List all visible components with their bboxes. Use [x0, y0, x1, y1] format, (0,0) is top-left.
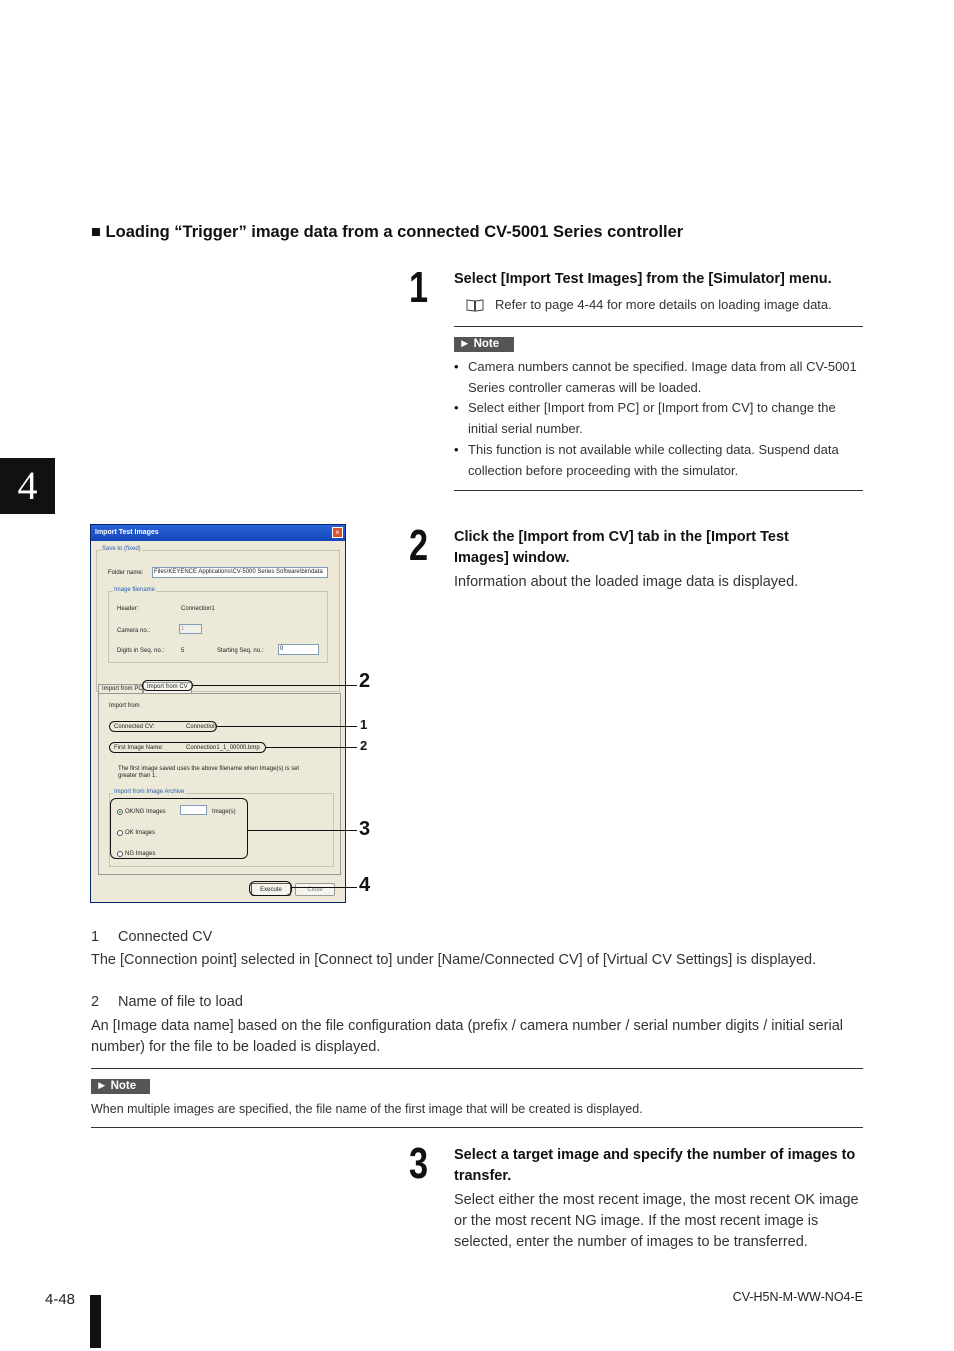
- callout-oval-execute: [249, 881, 292, 896]
- callout-number: 1: [360, 717, 368, 732]
- step-3-heading: Select a target image and specify the number of images to transfer.: [454, 1147, 856, 1184]
- note2-badge: ► Note: [91, 1079, 150, 1094]
- image-unit-label: Image(s): [212, 809, 236, 815]
- first-image-label: First Image Name:: [114, 745, 164, 751]
- doc-code: CV-H5N-M-WW-NO4-E: [732, 1290, 863, 1304]
- radio-ok-label: OK Images: [125, 830, 156, 836]
- page-number: 4-48: [45, 1291, 76, 1308]
- radio-ng-label: NG Images: [125, 851, 156, 857]
- execute-button[interactable]: Execute: [251, 883, 291, 896]
- callout-number: 2: [359, 670, 371, 692]
- callout-line: [193, 685, 357, 686]
- window-title: Import Test Images: [91, 525, 345, 541]
- step-2-heading: Click the [Import from CV] tab in the [Import Test Images] window.: [454, 529, 789, 566]
- digits-value: 5: [181, 648, 185, 654]
- note-top-rule: [454, 326, 863, 327]
- filename-label: Image filename: [114, 587, 156, 593]
- section-title: ■ Loading “Trigger” image data from a connected CV-5001 Series controller: [91, 223, 684, 241]
- note2-top-rule: [91, 1068, 863, 1069]
- note-bottom-rule: [454, 490, 863, 491]
- legend-1-title: Connected CV: [118, 929, 213, 945]
- tab-import-from-cv[interactable]: Import from CV: [143, 682, 192, 694]
- header-value: Connection1: [181, 606, 215, 612]
- callout-oval-tab: [142, 680, 193, 691]
- connected-cv-label: Connected CV:: [114, 724, 155, 730]
- step-2-number: 2: [409, 521, 429, 570]
- page-bar: [90, 1295, 101, 1348]
- callout-line: [292, 887, 357, 888]
- callout-line: [217, 726, 357, 727]
- callout-line: [266, 747, 357, 748]
- note-item: • This function is not available while collecting data. Suspend data collection before proceeding with the simulator.: [454, 440, 864, 481]
- step-2-body: Information about the loaded image data is displayed.: [454, 574, 799, 590]
- close-button[interactable]: Close: [295, 883, 335, 896]
- tab-import-from-pc[interactable]: Import from PC: [98, 684, 143, 694]
- step-1-reference: Refer to page 4-44 for more details on loading image data.: [495, 297, 832, 312]
- callout-number: 4: [359, 874, 371, 896]
- legend-2-desc: An [Image data name] based on the file configuration data (prefix / camera number / serial number digits / initial serial number) for the file to be loaded is displayed.: [91, 1018, 843, 1055]
- folder-field[interactable]: Files\KEYENCE Applications\CV-5000 Series Software\bin\data: [152, 567, 328, 578]
- callout-oval-first-image: [109, 742, 266, 753]
- first-image-value: Connection1_1_00000.bmp: [186, 745, 260, 751]
- note2-bottom-rule: [91, 1127, 863, 1128]
- start-field[interactable]: 0: [278, 644, 319, 655]
- radio-okng-label: OK/NG Images: [125, 809, 166, 815]
- close-icon[interactable]: ×: [332, 527, 343, 538]
- note-item: • Camera numbers cannot be specified. Image data from all CV-5001 Series controller cameras will be loaded.: [454, 357, 864, 398]
- step-3-number: 3: [409, 1139, 429, 1188]
- legend-1-number: 1: [91, 929, 100, 945]
- import-from-label: Import from: [109, 703, 140, 709]
- save-to-label: Save to (fixed): [102, 546, 141, 552]
- legend-2-number: 2: [91, 994, 100, 1010]
- header-label: Header:: [117, 606, 139, 612]
- note-badge: ► Note: [454, 337, 514, 352]
- callout-number: 2: [360, 738, 368, 753]
- callout-line: [248, 830, 357, 831]
- step-1-heading: Select [Import Test Images] from the [Simulator] menu.: [454, 271, 832, 287]
- folder-label: Folder name:: [108, 570, 144, 576]
- legend-2-title: Name of file to load: [118, 994, 243, 1010]
- step-1-number: 1: [409, 263, 429, 312]
- step-3-body: Select either the most recent image, the most recent OK image or the most recent NG image. If the most recent image is selected, enter the number of images to be transferred.: [454, 1192, 859, 1250]
- chapter-tab: 4: [0, 458, 55, 514]
- note-item: • Select either [Import from PC] or [Import from CV] to change the initial serial number.: [454, 398, 864, 439]
- connected-cv-value: Connection: [186, 724, 217, 730]
- camera-label: Camera no.:: [117, 628, 151, 634]
- note2-text: When multiple images are specified, the file name of the first image that will be created is displayed.: [91, 1102, 643, 1116]
- callout-oval-connected: [109, 721, 217, 732]
- archive-label: Import from Image Archive: [114, 789, 185, 795]
- camera-field: 1: [179, 624, 202, 634]
- callout-oval-archive: [110, 798, 248, 859]
- start-label: Starting Seq. no.:: [217, 648, 264, 654]
- info-text: The first image saved uses the above filename when Image(s) is set greater than 1.: [118, 766, 300, 779]
- legend-1-desc: The [Connection point] selected in [Connect to] under [Name/Connected CV] of [Virtual CV Settings] is displayed.: [91, 952, 817, 968]
- digits-label: Digits in Seq. no.:: [117, 648, 165, 654]
- book-icon: [466, 298, 484, 317]
- callout-number: 3: [359, 818, 371, 840]
- note-list: [454, 357, 864, 481]
